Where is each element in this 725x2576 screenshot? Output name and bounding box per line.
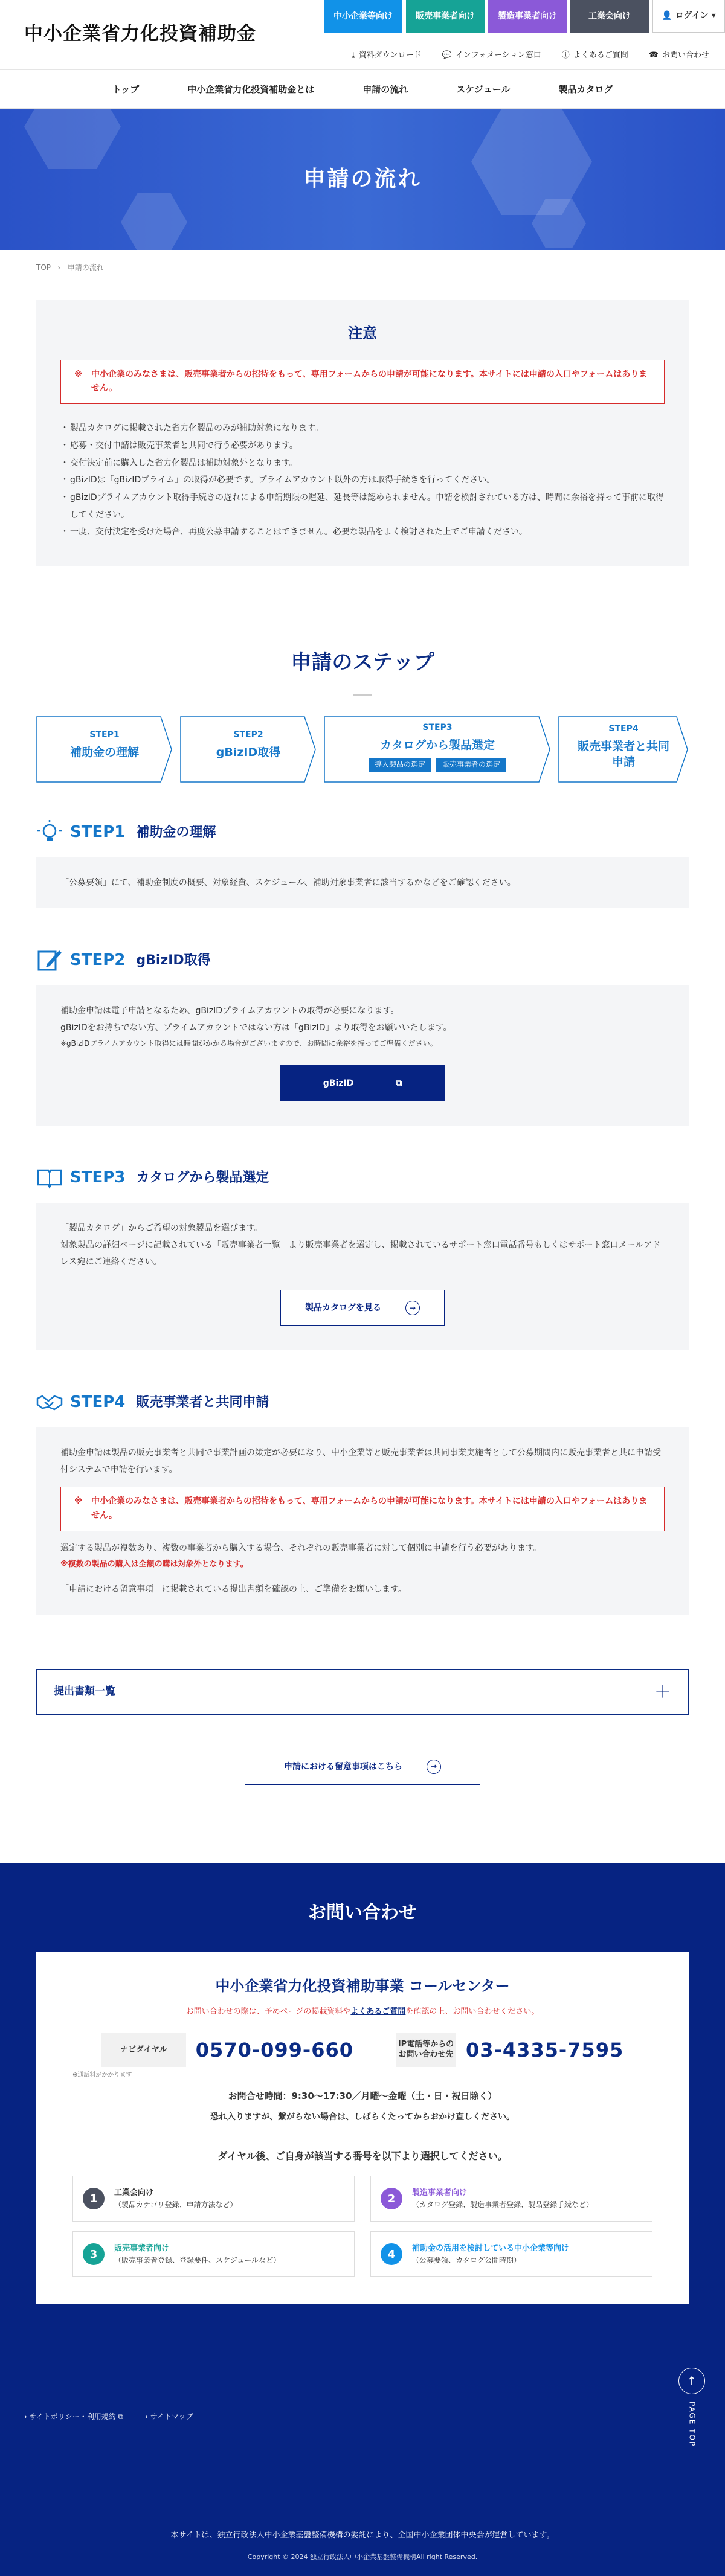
navi-dial-label: ナビダイヤル	[102, 2033, 186, 2067]
hexagon-decoration	[24, 109, 121, 169]
faq-link[interactable]: ⓘ よくあるご質問	[562, 50, 628, 62]
steps-overview	[36, 716, 689, 791]
login-button[interactable]: 👤 ログイン ▾	[652, 0, 725, 33]
page-top-button[interactable]: ↑ PAGE TOP	[677, 2368, 707, 2447]
list-item: ・ 製品カタログに掲載された省力化製品のみが補助対象になります。	[60, 420, 665, 437]
page-title: 申請の流れ	[303, 167, 422, 192]
dial-option-3: 3 販売事業者向け （販売事業者登録、登録要件、スケジュールなど）	[72, 2231, 355, 2277]
footer-bottom	[0, 2510, 725, 2576]
notice-list	[60, 420, 665, 541]
contact-note: お問い合わせの際は、予めページの掲載資料やよくあるご質問を確認の上、お問い合わせください。	[185, 2007, 540, 2017]
hexagon-decoration	[121, 193, 187, 250]
audience-tabs	[320, 0, 725, 33]
list-item: ・ gBizIDは「gBizIDプライム」の取得が必要です。プライムアカウント以外の方は取得手続きを行ってください。	[60, 472, 665, 489]
contact-link[interactable]: ☎ お問い合わせ	[649, 50, 709, 62]
global-nav	[0, 69, 725, 108]
notice-title: 注意	[348, 325, 377, 342]
chat-icon: 💬	[442, 51, 452, 60]
step2-body: 補助金申請は電子申請となるため、gBizIDプライムアカウントの取得が必要になります。 gBizIDをお持ちでない方、プライムアカウントではない方は「gBizID」より取得をお願いいたします。 ※gBizIDプライムアカウント取得には時間がかかる場合がございますので、お時間に余裕を持ってご準備ください。 gBizID ⧉	[36, 985, 689, 1126]
step4-warning: ※ 中小企業のみなさまは、販売事業者からの招待をもって、専用フォームからの申請が可能になります。本サイトには申請の入口やフォームはありません。	[60, 1487, 665, 1531]
hexagon-decoration	[471, 109, 592, 215]
external-link-icon: ⧉	[118, 2412, 124, 2421]
plus-icon: ＋	[654, 1681, 671, 1702]
page-hero	[0, 109, 725, 250]
site-logo[interactable]: 中小企業省力化投資補助金	[24, 23, 256, 45]
step-card-4[interactable]: STEP4 販売事業者と共同申請	[558, 716, 689, 783]
arrow-right-icon: →	[405, 1301, 420, 1315]
busy-note: 恐れ入りますが、繋がらない場合は、しばらくたってからおかけ直しください。	[210, 2112, 515, 2123]
step3-heading: STEP3 カタログから製品選定	[36, 1164, 689, 1191]
steps-title: 申請のステップ	[291, 650, 434, 674]
tab-sme[interactable]: 中小企業等向け	[324, 0, 402, 33]
step-card-2[interactable]: STEP2 gBizID取得	[180, 716, 317, 783]
site-policy-link[interactable]: › サイトポリシー・利用規約 ⧉	[24, 2412, 124, 2421]
call-fee-note: ※通話料がかかります	[72, 2072, 132, 2079]
info-desk-link[interactable]: 💬 インフォメーション窓口	[442, 50, 541, 62]
tag-product: 導入製品の選定	[369, 758, 431, 772]
utility-links	[352, 50, 709, 62]
breadcrumb-current: 申請の流れ	[67, 263, 104, 272]
step-card-3[interactable]: STEP3 カタログから製品選定 導入製品の選定 販売事業者の選定	[324, 716, 551, 783]
dial-instructions: ダイヤル後、ご自身が該当する番号を以下より選択してください。	[218, 2150, 507, 2162]
navi-dial-number[interactable]: 0570-099-660	[195, 2038, 353, 2062]
notice-box	[36, 300, 689, 566]
breadcrumb-top[interactable]: TOP	[36, 263, 51, 272]
tab-vendor[interactable]: 販売事業者向け	[406, 0, 485, 33]
dial-options	[72, 2176, 652, 2277]
step4-body: 補助金申請は製品の販売事業者と共同で事業計画の策定が必要になり、中小企業等と販売事業者は共同事業実施者として公募期間内に販売事業者と共に申請受付システムで申請を行います。 ※ 中小企業のみなさまは、販売事業者からの招待をもって、専用フォームからの申請が可能になります。本サイトには申請の入口やフォームはありません。 選定する製品が複数あり、複数の事業者から購入する場合、それぞれの販売事業者に対して個別に申請を行う必要があります。 ※複数の製品の購入は全額の購は対象外となります。 「申請における留意事項」に掲載されている提出書類を確認の上、ご準備をお願いします。	[36, 1427, 689, 1615]
contact-title: お問い合わせ	[308, 1902, 417, 1923]
list-item: ・ 交付決定前に購入した省力化製品は補助対象外となります。	[60, 455, 665, 472]
call-center-title: 中小企業省力化投資補助事業 コールセンター	[215, 1977, 510, 1994]
lightbulb-icon	[36, 819, 63, 845]
gbizid-button[interactable]: gBizID ⧉	[280, 1065, 445, 1101]
sitemap-link[interactable]: › サイトマップ	[145, 2412, 193, 2421]
step1-heading: STEP1 補助金の理解	[36, 819, 689, 845]
footer-links	[24, 2411, 193, 2423]
arrow-right-icon: →	[427, 1760, 441, 1774]
operator-note: 本サイトは、独立行政法人中小企業基盤整備機構の委託により、全国中小企業団体中央会が運営しています。	[170, 2530, 555, 2540]
divider	[353, 694, 372, 696]
call-center-box	[36, 1952, 689, 2304]
dial-option-2: 2 製造事業者向け （カタログ登録、製造事業者登録、製品登録手続など）	[370, 2176, 652, 2222]
book-icon	[36, 1164, 63, 1191]
chevron-down-icon: ▾	[711, 11, 716, 21]
tag-vendor: 販売事業者の選定	[436, 758, 506, 772]
business-hours: お問合せ時間：9:30〜17:30／月曜〜金曜（土・日・祝日除く）	[228, 2091, 497, 2102]
tab-association[interactable]: 工業会向け	[570, 0, 649, 33]
copyright: Copyright © 2024 独立行政法人中小企業基盤整備機構All right Reserved.	[247, 2552, 478, 2561]
step2-heading: STEP2 gBizID取得	[36, 947, 689, 973]
arrow-up-icon: ↑	[678, 2368, 705, 2394]
step3-body: 「製品カタログ」からご希望の対象製品を選びます。 対象製品の詳細ページに記載されている「販売事業者一覧」より販売事業者を選定し、掲載されているサポート窓口電話番号もしくはサポート窓口メールアドレス宛にご連絡ください。 製品カタログを見る →	[36, 1203, 689, 1350]
notice-warning: ※ 中小企業のみなさまは、販売事業者からの招待をもって、専用フォームからの申請が可能になります。本サイトには申請の入口やフォームはありません。	[60, 360, 665, 405]
contact-section	[0, 1863, 725, 2395]
nav-about[interactable]: 中小企業省力化投資補助金とは	[187, 83, 315, 95]
phone-icon: ☎	[648, 51, 659, 60]
faq-inline-link[interactable]: よくあるご質問	[350, 2007, 406, 2017]
notes-button[interactable]: 申請における留意事項はこちら →	[245, 1749, 480, 1785]
list-item: ・ 一度、交付決定を受けた場合、再度公募申請することはできません。必要な製品をよく検討された上でご申請ください。	[60, 524, 665, 541]
step-card-1[interactable]: STEP1 補助金の理解	[36, 716, 173, 783]
nav-schedule[interactable]: スケジュール	[456, 83, 511, 95]
handshake-icon	[36, 1389, 63, 1415]
list-item: ・ 応募・交付申請は販売事業者と共同で行う必要があります。	[60, 437, 665, 455]
pencil-icon	[36, 947, 63, 973]
tab-manufacturer[interactable]: 製造事業者向け	[488, 0, 567, 33]
ip-phone-label: IP電話等からのお問い合わせ先	[396, 2033, 456, 2067]
documents-accordion[interactable]: 提出書類一覧 ＋	[36, 1669, 689, 1715]
phone-numbers	[72, 2033, 652, 2067]
dial-option-4: 4 補助金の活用を検討している中小企業等向け （公募要領、カタログ公開時期）	[370, 2231, 652, 2277]
dial-option-1: 1 工業会向け （製品カテゴリ登録、申請方法など）	[72, 2176, 355, 2222]
step4-heading: STEP4 販売事業者と共同申請	[36, 1389, 689, 1415]
external-link-icon: ⧉	[396, 1078, 402, 1089]
ip-phone-number[interactable]: 03-4335-7595	[466, 2038, 624, 2062]
catalog-button[interactable]: 製品カタログを見る →	[280, 1290, 445, 1326]
nav-top[interactable]: トップ	[112, 83, 140, 95]
user-icon: 👤	[662, 11, 672, 21]
site-header	[0, 0, 725, 109]
nav-flow[interactable]: 申請の流れ	[362, 83, 408, 95]
nav-catalog[interactable]: 製品カタログ	[558, 83, 613, 95]
list-item: ・ gBizIDプライムアカウント取得手続きの遅れによる申請期限の遅延、延長等は認められません。申請を検討されている方は、時間に余裕を持って事前に取得してください。	[60, 489, 665, 524]
download-link[interactable]: ⤓ 資料ダウンロード	[352, 50, 422, 62]
question-icon: ⓘ	[561, 51, 570, 60]
step1-body: 「公募要領」にて、補助金制度の概要、対象経費、スケジュール、補助対象事業者に該当するかなどをご確認ください。	[36, 857, 689, 908]
site-footer	[0, 2373, 725, 2576]
breadcrumb: TOP › 申請の流れ	[36, 263, 104, 272]
download-icon: ⤓	[351, 51, 355, 60]
